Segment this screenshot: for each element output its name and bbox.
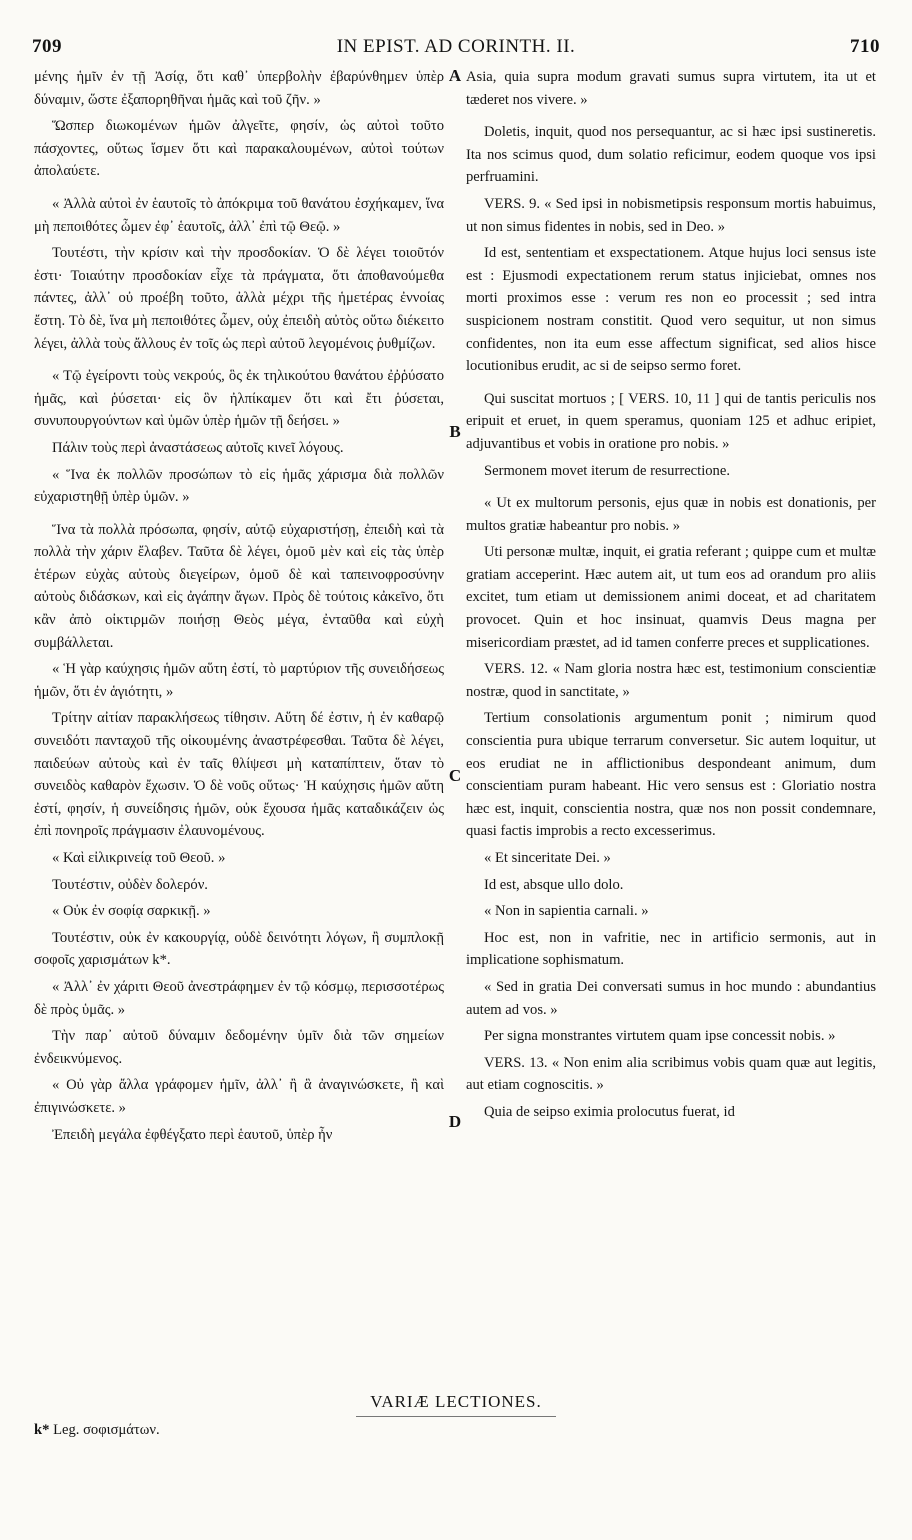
greek-paragraph: « Καὶ εἰλικρινείᾳ τοῦ Θεοῦ. » (52, 850, 226, 866)
footer-divider (356, 1416, 556, 1417)
greek-paragraph: μένης ἡμῖν ἐν τῇ Ἀσίᾳ, ὅτι καθ᾽ ὑπερβολὴν ἐβαρύνθημεν ὑπὲρ δύναμιν, ὥστε ἐξαπορηθῆναι ἡμᾶς καὶ τοῦ ζῆν. » (34, 69, 444, 108)
footnote (34, 1422, 160, 1439)
margin-marker-d: D (448, 1112, 462, 1131)
latin-paragraph: Asia, quia supra modum gravati sumus supra virtutem, ita ut et tæderet nos vivere. » (466, 69, 876, 108)
greek-paragraph: Τουτέστιν, οὐδὲν δολερόν. (52, 876, 208, 893)
latin-paragraph: VERS. 9. « Sed ipsi in nobismetipsis responsum mortis habuimus, ut non simus fidentes in nobis, sed in Deo. » (466, 195, 876, 235)
greek-paragraph: « Οὐκ ἐν σοφίᾳ σαρκικῇ. » (52, 903, 211, 920)
latin-paragraph: Quia de seipso eximia prolocutus fuerat, id (484, 1103, 735, 1120)
greek-paragraph: Τουτέστι, τὴν κρίσιν καὶ τὴν προσδοκίαν. Ὁ δὲ λέγει τοιοῦτόν ἐστι· Τοιαύτην προσδοκίαν εἶχε τὰ πράγματα, ὅτι ἀποθανούμεθα πάντες, ἀλλ᾽ οὐ προέβη τοῦτο, ἀλλὰ μέχρι τῆς ἡμετέρας ἐννοίας ἔστη. Τὸ δὲ, ἵνα μὴ πεποιθότες ὦμεν, οὐχ ἐπειδὴ αὐτὸς οὕτω διέκειτο λέγει, ἀλλὰ τοὺς ἄλλους ἐν τοῖς ὡς περὶ αὐτοῦ λεγομένοις ῥυθμίζων. (34, 245, 444, 352)
greek-paragraph: « Τῷ ἐγείροντι τοὺς νεκρούς, ὃς ἐκ τηλικούτου θανάτου ἐῤῥύσατο ἡμᾶς, καὶ ῥύσεται· εἰς ὃν ἠλπίκαμεν ὅτι καὶ ἔτι ῥύσεται, συνυπουργούντων καὶ ὑμῶν ὑπὲρ ἡμῶν τῇ δεήσει. » (34, 368, 444, 430)
greek-paragraph: « Ἀλλ᾽ ἐν χάριτι Θεοῦ ἀνεστράφημεν ἐν τῷ κόσμῳ, περισσοτέρως δὲ πρὸς ὑμᾶς. » (34, 978, 444, 1018)
latin-paragraph: Per signa monstrantes virtutem quam ipse concessit nobis. » (484, 1028, 836, 1045)
greek-paragraph: Τουτέστιν, οὐκ ἐν κακουργίᾳ, οὐδὲ δεινότητι λόγων, ἢ συμπλοκῇ σοφοῖς χαρισμάτων k*. (34, 929, 444, 969)
greek-paragraph: Ἐπειδὴ μεγάλα ἐφθέγξατο περὶ ἑαυτοῦ, ὑπὲρ ἦν (52, 1126, 333, 1143)
latin-paragraph: Qui suscitat mortuos ; [ VERS. 10, 11 ] qui de tantis periculis nos eripuit et eruet, in quem speramus, quoniam 125 et adhuc eripiet, adjuvantibus et vobis in oratione pro nobis. » (466, 390, 876, 452)
greek-column (34, 66, 444, 1150)
margin-marker-c: C (448, 766, 462, 785)
latin-paragraph: « Ut ex multorum personis, ejus quæ in nobis est donationis, per multos gratiæ habeantur pro nobis. » (466, 495, 876, 534)
greek-paragraph: Τὴν παρ᾽ αὐτοῦ δύναμιν δεδομένην ὑμῖν διὰ τῶν σημείων ἐνδεικνύμενος. (34, 1028, 444, 1067)
latin-paragraph: « Non in sapientia carnali. » (484, 903, 649, 920)
greek-paragraph: « Ἵνα ἐκ πολλῶν προσώπων τὸ εἰς ἡμᾶς χάρισμα διὰ πολλῶν εὐχαριστηθῇ ὑπὲρ ὑμῶν. » (34, 466, 444, 506)
latin-paragraph: VERS. 13. « Non enim alia scribimus vobis quam quæ aut legitis, aut etiam cognoscitis. » (466, 1054, 876, 1094)
latin-paragraph: Sermonem movet iterum de resurrectione. (484, 462, 730, 479)
greek-paragraph: Ὥσπερ διωκομένων ἡμῶν ἀλγεῖτε, φησίν, ὡς αὐτοὶ τοῦτο πάσχοντες, οὕτως ἴσμεν ὅτι καὶ παρακαλουμένων, αὐτοὶ τούτων ἀπολαύετε. (34, 118, 444, 180)
latin-paragraph: Doletis, inquit, quod nos persequantur, ac si hæc ipsi sustineretis. Ita nos scimus quod, dum solatio reficimur, eodem quoque vos ipsi perfruamini. (466, 124, 876, 186)
latin-paragraph: Tertium consolationis argumentum ponit ; nimirum quod conscientia pura ubique terrarum conversetur. Sic autem loquitur, ut eos erudiat ne in afflictionibus despondeant animum, dum conscientiam puram habeant. Hic vero sensus est : Gloriatio nostra hæc est, inquit, conscientia nostra, quæ nos non possit condemnare, quasi factis improbis a recto excesserimus. (466, 710, 876, 840)
latin-paragraph: Uti personæ multæ, inquit, ei gratia referant ; quippe cum et multæ gratiam acceperint. Hæc autem ait, ut tum eos ad orandum pro aliis excitet, tum etiam ut demissionem animi doceat, et ad charitatem provocet. Quin et hoc insinuat, quamvis Deus magna per misericordiam præstet, ad id tamen conferre preces et supplicationes. (466, 544, 876, 651)
greek-paragraph: Τρίτην αἰτίαν παρακλήσεως τίθησιν. Αὕτη δέ ἐστιν, ἡ ἐν καθαρῷ συνειδότι πανταχοῦ τῆς οἰκουμένης ἀναστρέφεσθαι. Ταῦτα δὲ λέγει, παιδεύων αὐτοὺς καὶ ἐν ταῖς θλίψεσι μὴ καταπίπτειν, ὅταν τὸ συνειδὸς καθαρὸν ἔχωσιν. Ὁ δὲ νοῦς οὕτως· Ἡ καύχησις ἡμῶν αὕτη ἐστί, φησίν, ἡ συνείδησις ἡμῶν, οὐκ ἔχουσα ἡμᾶς καταδικάζειν ὡς ἐπὶ πονηροῖς πράγμασιν ἐλαυνομένους. (34, 710, 444, 840)
running-title: IN EPIST. AD CORINTH. II. (336, 36, 576, 57)
greek-paragraph: « Ἡ γὰρ καύχησις ἡμῶν αὕτη ἐστί, τὸ μαρτύριον τῆς συνειδήσεως ἡμῶν, ὅτι ἐν ἁγιότητι, » (34, 661, 444, 700)
latin-paragraph: « Et sinceritate Dei. » (484, 850, 611, 866)
margin-marker-a: A (448, 66, 462, 85)
greek-paragraph: « Ἀλλὰ αὐτοὶ ἐν ἑαυτοῖς τὸ ἀπόκριμα τοῦ θανάτου ἐσχήκαμεν, ἵνα μὴ πεποιθότες ὦμεν ἐφ᾽ ἑαυτοῖς, ἀλλ᾽ ἐπὶ τῷ Θεῷ. » (34, 195, 444, 235)
latin-paragraph: Id est, absque ullo dolo. (484, 876, 624, 893)
page-number-right: 710 (850, 36, 880, 57)
greek-paragraph: Πάλιν τοὺς περὶ ἀναστάσεως αὐτοῖς κινεῖ λόγους. (52, 439, 344, 456)
margin-marker-b: B (449, 422, 461, 441)
latin-paragraph: Hoc est, non in vafritie, nec in artificio sermonis, aut in implicatione sophismatum. (466, 929, 876, 969)
page-number-left: 709 (32, 36, 62, 57)
latin-paragraph: « Sed in gratia Dei conversati sumus in hoc mundo : abundantius autem ad vos. » (466, 978, 876, 1018)
latin-column (466, 66, 876, 1128)
latin-paragraph: VERS. 12. « Nam gloria nostra hæc est, testimonium conscientiæ nostræ, quod in sanctitate, » (466, 661, 876, 700)
variae-lectiones-heading: VARIÆ LECTIONES. (370, 1392, 542, 1411)
latin-paragraph: Id est, sententiam et exspectationem. Atque hujus loci sensus iste est : Ejusmodi expectationem rerum status injiciebat, omnes nos morti proximos esse : verum res non eo processit ; sed intra suspicionem nostram constitit. Quod vero sequitur, ut non simus confidentes, non ita eum esse affectum significat, sed alios hisce locutionibus erudit, ac si de seipso sermo foret. (466, 245, 876, 375)
footnote-mark: k* (34, 1422, 50, 1438)
page-header (32, 36, 880, 62)
greek-paragraph: Ἵνα τὰ πολλὰ πρόσωπα, φησίν, αὐτῷ εὐχαριστήσῃ, ἐπειδὴ καὶ τὰ πολλὰ τὴν χάριν ἔλαβεν. Ταῦτα δὲ λέγει, ὁμοῦ μὲν καὶ εἰς τὰς ὑπὲρ ἑτέρων εὐχὰς αὐτοὺς διεγείρων, ὁμοῦ δὲ καὶ ταπεινοφροσύνην αὐτοὺς διδάσκων, καὶ εἰς ἀγάπην ἄγων. Πρὸς δὲ τούτοις κἀκεῖνο, ὅτι κἂν ἀπὸ οἰκτιρμῶν ποιήσῃ Θεὸς μέγα, ἐνταῦθα καὶ εὐχὴ συμβάλλεται. (34, 521, 444, 651)
greek-paragraph: « Οὐ γὰρ ἄλλα γράφομεν ἡμῖν, ἀλλ᾽ ἢ ἃ ἀναγινώσκετε, ἢ καὶ ἐπιγινώσκετε. » (34, 1077, 444, 1116)
footnote-text: Leg. σοφισμάτων. (53, 1422, 160, 1438)
